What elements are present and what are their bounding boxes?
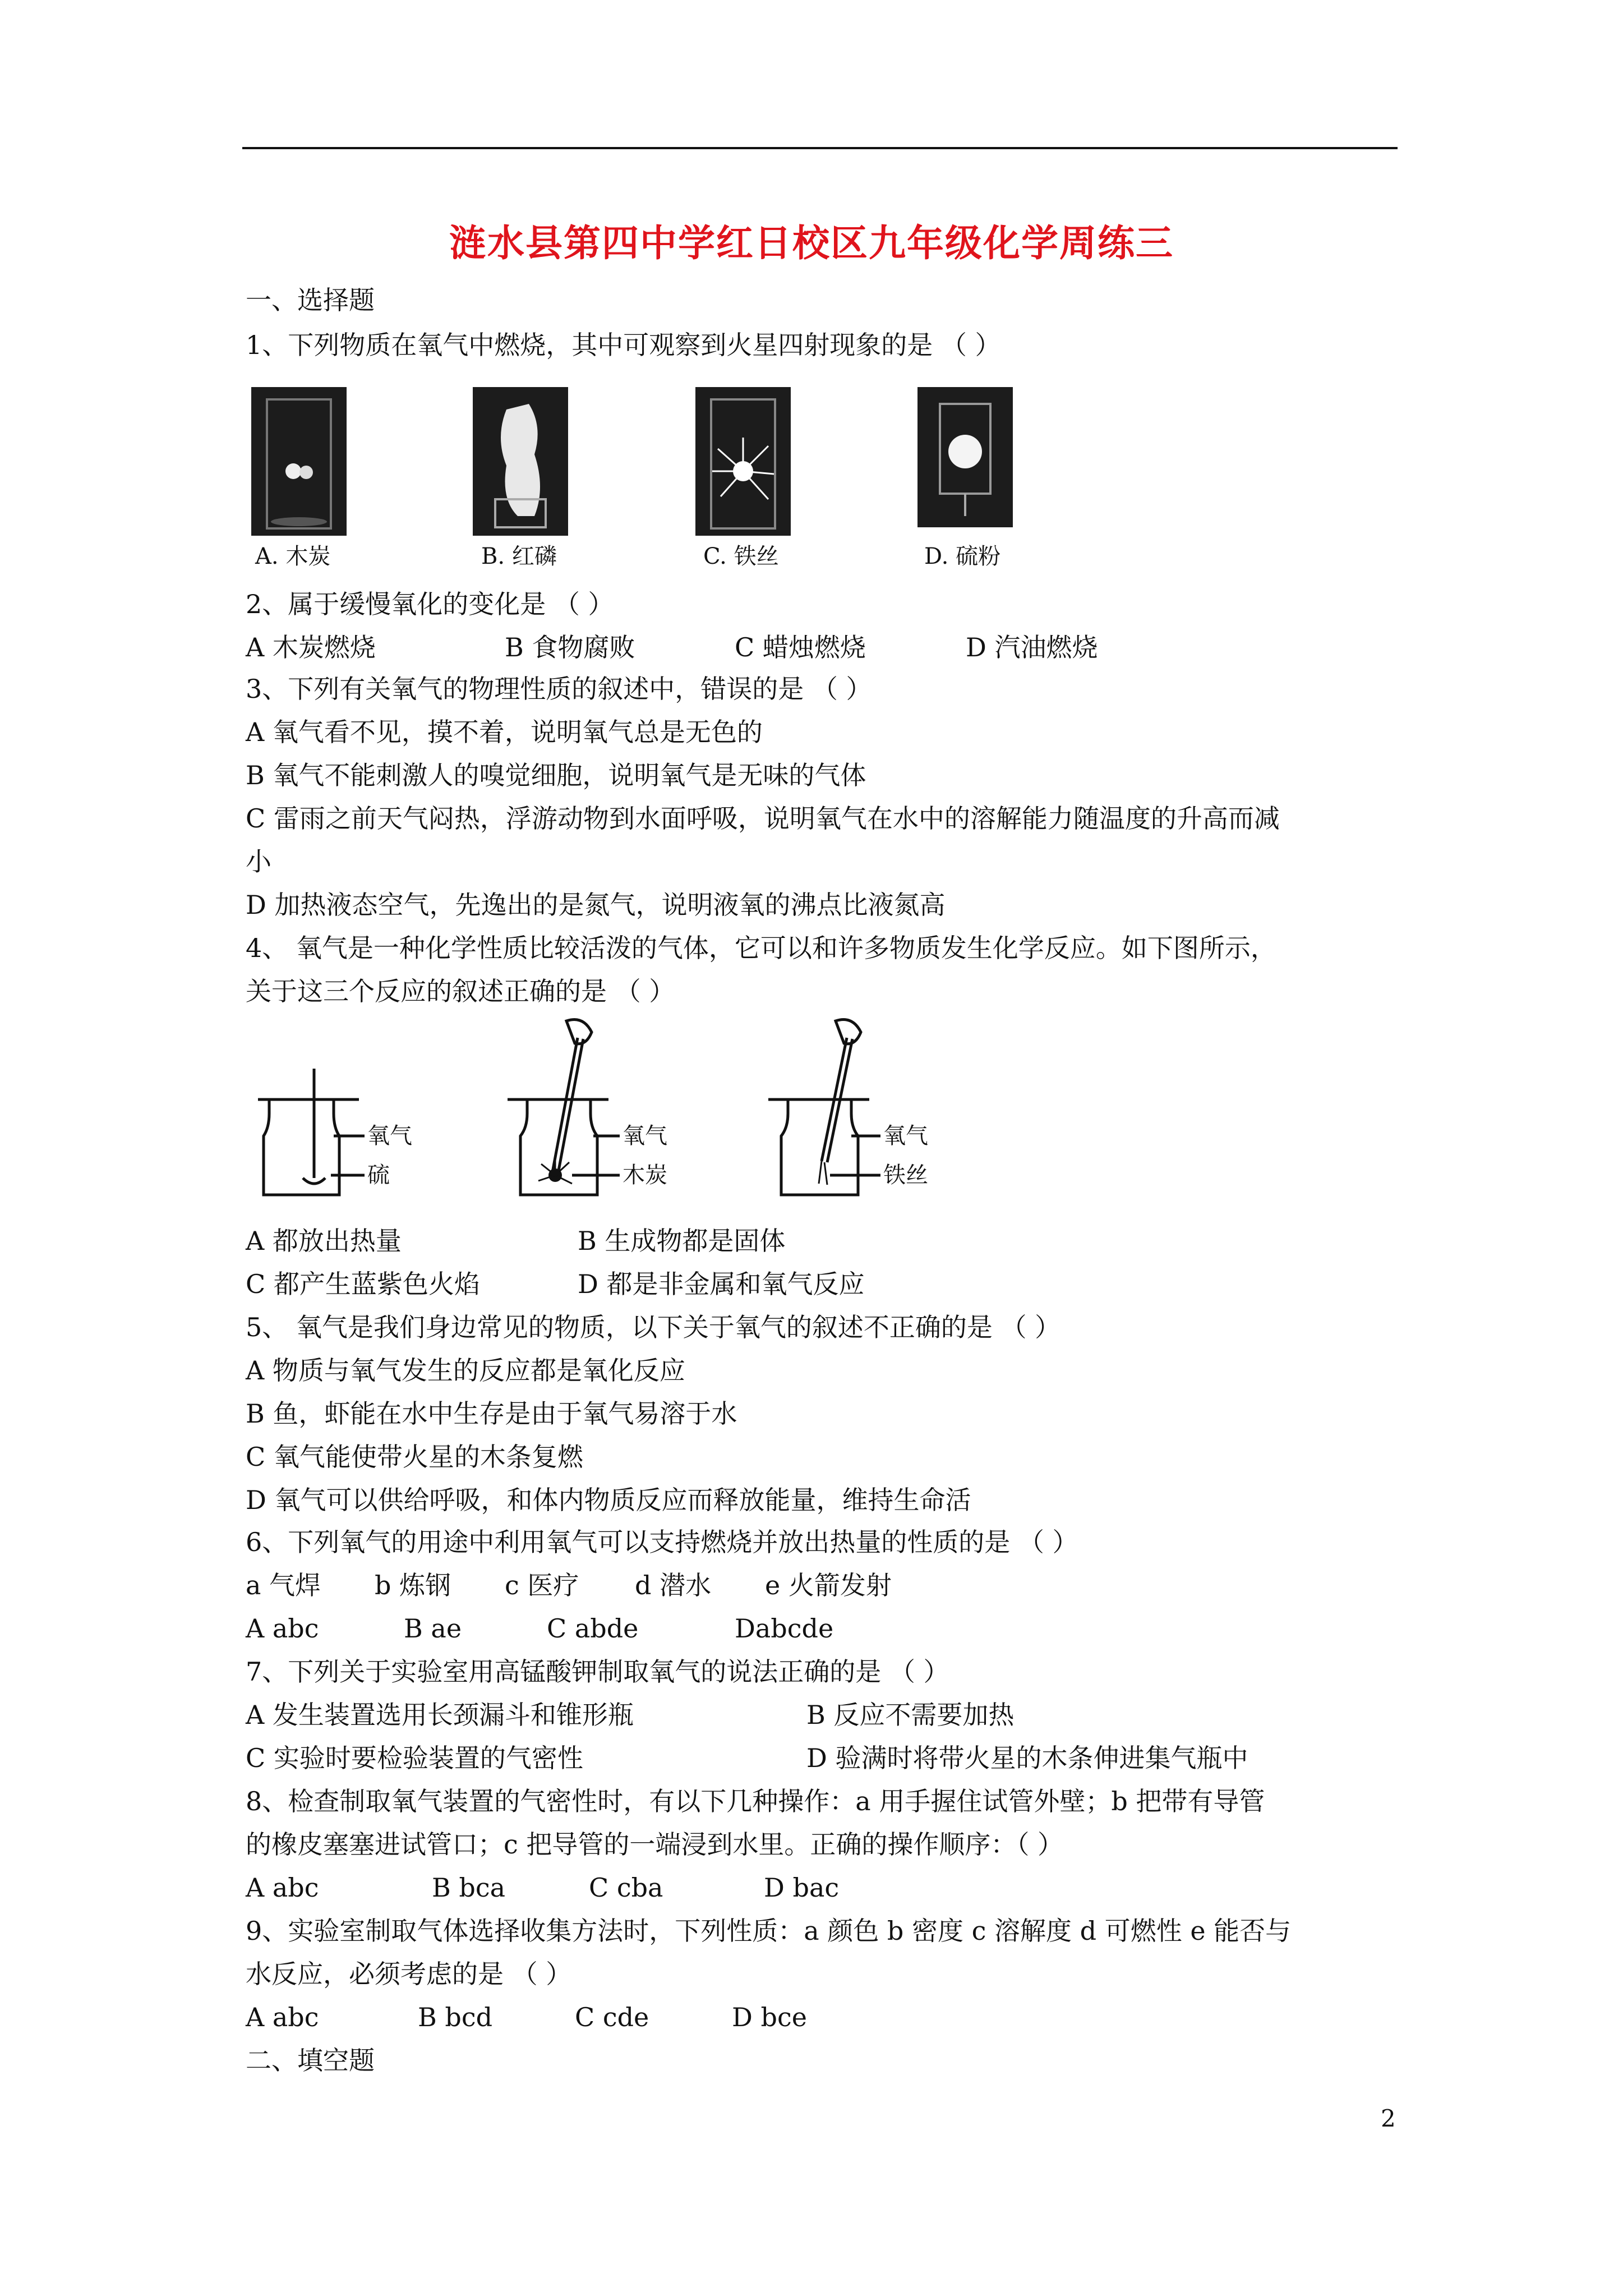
page-number: 2 [1381, 2105, 1396, 2132]
q3-option-c-cont: 小 [246, 846, 271, 877]
question-9-stem: 9、实验室制取气体选择收集方法时，下列性质：a 颜色 b 密度 c 溶解度 d 可燃性 e 能否与 [246, 1916, 1292, 1946]
q4-option-c: C 都产生蓝紫色火焰 [246, 1269, 480, 1299]
q7-option-d: D 验满时将带火星的木条伸进集气瓶中 [806, 1743, 1248, 1773]
q8-option-b: B bca [432, 1872, 506, 1903]
q3-option-b: B 氧气不能刺激人的嗅觉细胞，说明氧气是无味的气体 [246, 760, 866, 790]
question-7-stem: 7、下列关于实验室用高锰酸钾制取氧气的说法正确的是 （ ） [246, 1657, 949, 1687]
question-6-stem: 6、下列氧气的用途中利用氧气可以支持燃烧并放出热量的性质的是 （ ） [246, 1527, 1078, 1557]
question-1-stem: 1、下列物质在氧气中燃烧，其中可观察到火星四射现象的是 （ ） [246, 330, 1001, 360]
q9-option-d: D bce [732, 2002, 807, 2032]
q6-option-c: C abde [547, 1613, 639, 1644]
caption-a: A. 木炭 [255, 544, 331, 569]
q2-option-b: B 食物腐败 [505, 632, 635, 662]
caption-c: C. 铁丝 [703, 544, 779, 569]
q2-option-c: C 蜡烛燃烧 [735, 632, 866, 662]
q4-option-b: B 生成物都是固体 [578, 1226, 786, 1256]
question-3-stem: 3、下列有关氧气的物理性质的叙述中，错误的是 （ ） [246, 674, 872, 704]
section-heading: 一、选择题 [246, 285, 375, 315]
section-heading-fill-in: 二、填空题 [246, 2045, 375, 2076]
q6-item-e: e 火箭发射 [765, 1570, 892, 1600]
q9-option-a: A abc [246, 2002, 319, 2032]
q6-item-c: c 医疗 [505, 1570, 579, 1600]
q5-option-b: B 鱼，虾能在水中生存是由于氧气易溶于水 [246, 1398, 737, 1429]
q8-option-c: C cba [589, 1872, 663, 1903]
q3-option-c: C 雷雨之前天气闷热，浮游动物到水面呼吸，说明氧气在水中的溶解能力随温度的升高而减 [246, 803, 1280, 834]
reaction-apparatus-diagram [247, 1015, 953, 1212]
q9-option-c: C cde [575, 2002, 649, 2032]
q7-option-b: B 反应不需要加热 [806, 1700, 1015, 1730]
photo-charcoal-burning [251, 387, 347, 536]
q5-option-c: C 氧气能使带火星的木条复燃 [246, 1442, 583, 1472]
label-sulfur: 硫 [367, 1162, 390, 1188]
page-title: 涟水县第四中学红日校区九年级化学周练三 [449, 222, 1174, 265]
question-9-stem-cont: 水反应，必须考虑的是 （ ） [246, 1959, 572, 1989]
label-iron-wire: 铁丝 [883, 1162, 928, 1188]
photo-red-phosphorus-burning [473, 387, 568, 536]
q4-option-a: A 都放出热量 [246, 1226, 402, 1256]
q2-option-d: D 汽油燃烧 [966, 632, 1098, 662]
q3-option-a: A 氧气看不见，摸不着，说明氧气总是无色的 [246, 717, 763, 747]
q6-option-a: A abc [246, 1613, 319, 1644]
question-4-stem: 4、 氧气是一种化学性质比较活泼的气体，它可以和许多物质发生化学反应。如下图所示， [246, 933, 1276, 963]
q6-item-d: d 潜水 [635, 1570, 712, 1600]
question-5-stem: 5、 氧气是我们身边常见的物质，以下关于氧气的叙述不正确的是 （ ） [246, 1312, 1061, 1342]
label-oxygen-2: 氧气 [623, 1123, 667, 1149]
q9-option-b: B bcd [418, 2002, 493, 2032]
q5-option-d: D 氧气可以供给呼吸，和体内物质反应而释放能量，维持生命活 [246, 1485, 971, 1515]
question-4-stem-cont: 关于这三个反应的叙述正确的是 （ ） [246, 976, 675, 1006]
q8-option-d: D bac [764, 1872, 840, 1903]
q6-item-b: b 炼钢 [375, 1570, 451, 1600]
q6-option-b: B ae [404, 1613, 462, 1644]
caption-d: D. 硫粉 [924, 544, 1001, 569]
question-8-stem: 8、检查制取氧气装置的气密性时，有以下几种操作：a 用手握住试管外壁；b 把带有导管 [246, 1786, 1265, 1816]
label-oxygen-3: 氧气 [883, 1123, 928, 1149]
q4-option-d: D 都是非金属和氧气反应 [578, 1269, 865, 1299]
header-rule [242, 147, 1398, 149]
photo-sulfur-burning [917, 387, 1013, 527]
label-oxygen-1: 氧气 [367, 1123, 412, 1149]
q7-option-a: A 发生装置选用长颈漏斗和锥形瓶 [246, 1700, 634, 1730]
q6-option-d: Dabcde [735, 1613, 834, 1644]
q3-option-d: D 加热液态空气，先逸出的是氮气，说明液氧的沸点比液氮高 [246, 890, 946, 920]
q7-option-c: C 实验时要检验装置的气密性 [246, 1743, 583, 1773]
caption-b: B. 红磷 [481, 544, 557, 569]
question-8-stem-cont: 的橡皮塞塞进试管口；c 把导管的一端浸到水里。正确的操作顺序：（ ） [246, 1829, 1064, 1860]
q5-option-a: A 物质与氧气发生的反应都是氧化反应 [246, 1355, 685, 1386]
q8-option-a: A abc [246, 1872, 319, 1903]
q2-option-a: A 木炭燃烧 [246, 632, 376, 662]
q6-item-a: a 气焊 [246, 1570, 321, 1600]
question-2-stem: 2、属于缓慢氧化的变化是 （ ） [246, 589, 614, 619]
photo-iron-wire-burning [695, 387, 791, 536]
label-charcoal: 木炭 [623, 1162, 667, 1188]
